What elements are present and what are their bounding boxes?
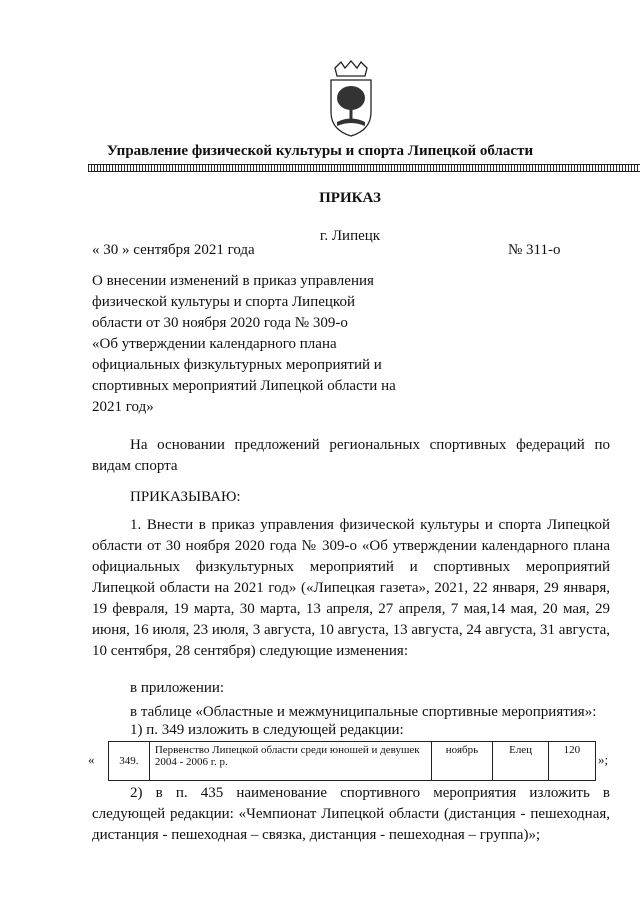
quote-open: « (88, 752, 95, 767)
table-row (109, 742, 596, 781)
row-place: Елец (493, 742, 549, 781)
subject-line: «Об утверждении календарного плана (92, 336, 337, 352)
document-city: г. Липецк (319, 228, 381, 244)
row-month: ноябрь (431, 742, 493, 781)
appendix-line: в приложении: (130, 680, 225, 696)
subitem-2-paragraph: 2) в п. 435 наименование спортивного мероприятия изложить в следующей редакции: «Чемпионат Липецкой области (дистанция - пешеходная, дистанция - пешеходная – связка, дистанция - пешеходная – группа)»; (92, 785, 610, 843)
coat-of-arms (325, 60, 377, 138)
document-subject (92, 271, 412, 418)
subject-line: области от 30 ноября 2020 года № 309-о (92, 315, 348, 331)
subject-line: официальных физкультурных мероприятий и (92, 357, 382, 373)
quote-close: »; (598, 752, 609, 767)
subject-line: физической культуры и спорта Липецкой (92, 294, 355, 310)
organization-name: Управление физической культуры и спорта Липецкой области (106, 143, 534, 159)
order-word: ПРИКАЗЫВАЮ: (130, 489, 241, 505)
subitem-1-line: 1) п. 349 изложить в следующей редакции: (130, 722, 404, 738)
row-event-name: Первенство Липецкой области среди юношей и девушек 2004 - 2006 г. р. (149, 742, 431, 781)
document-title: ПРИКАЗ (319, 190, 381, 206)
row-participants: 120 (548, 742, 595, 781)
item-1-paragraph: 1. Внести в приказ управления физической культуры и спорта Липецкой области от 30 ноября 2020 года № 309-о «Об утверждении календарного плана официальных физкультурных мероприятий и спортивных мероприятий Липецкой области на 2021 год» («Липецкая газета», 2021, 22 января, 29 января, 19 февраля, 19 марта, 30 марта, 13 апреля, 27 апреля, 7 мая,14 мая, 20 мая, 29 июня, 16 июля, 23 июля, 3 августа, 10 августа, 13 августа, 24 августа, 31 августа, 10 сентября, 28 сентября) следующие изменения: (92, 517, 610, 659)
subject-line: О внесении изменений в приказ управления (92, 273, 374, 289)
subject-line: спортивных мероприятий Липецкой области на (92, 378, 396, 394)
events-table (108, 741, 596, 781)
subject-line: 2021 год» (92, 399, 154, 415)
header-rule (88, 164, 640, 172)
basis-paragraph: На основании предложений региональных спортивных федераций по видам спорта (92, 437, 610, 474)
document-number: № 311-о (508, 242, 561, 258)
table-intro-line: в таблице «Областные и межмуниципальные спортивные мероприятия»: (130, 704, 597, 720)
document-date: « 30 » сентября 2021 года (92, 242, 255, 258)
row-number: 349. (109, 742, 150, 781)
